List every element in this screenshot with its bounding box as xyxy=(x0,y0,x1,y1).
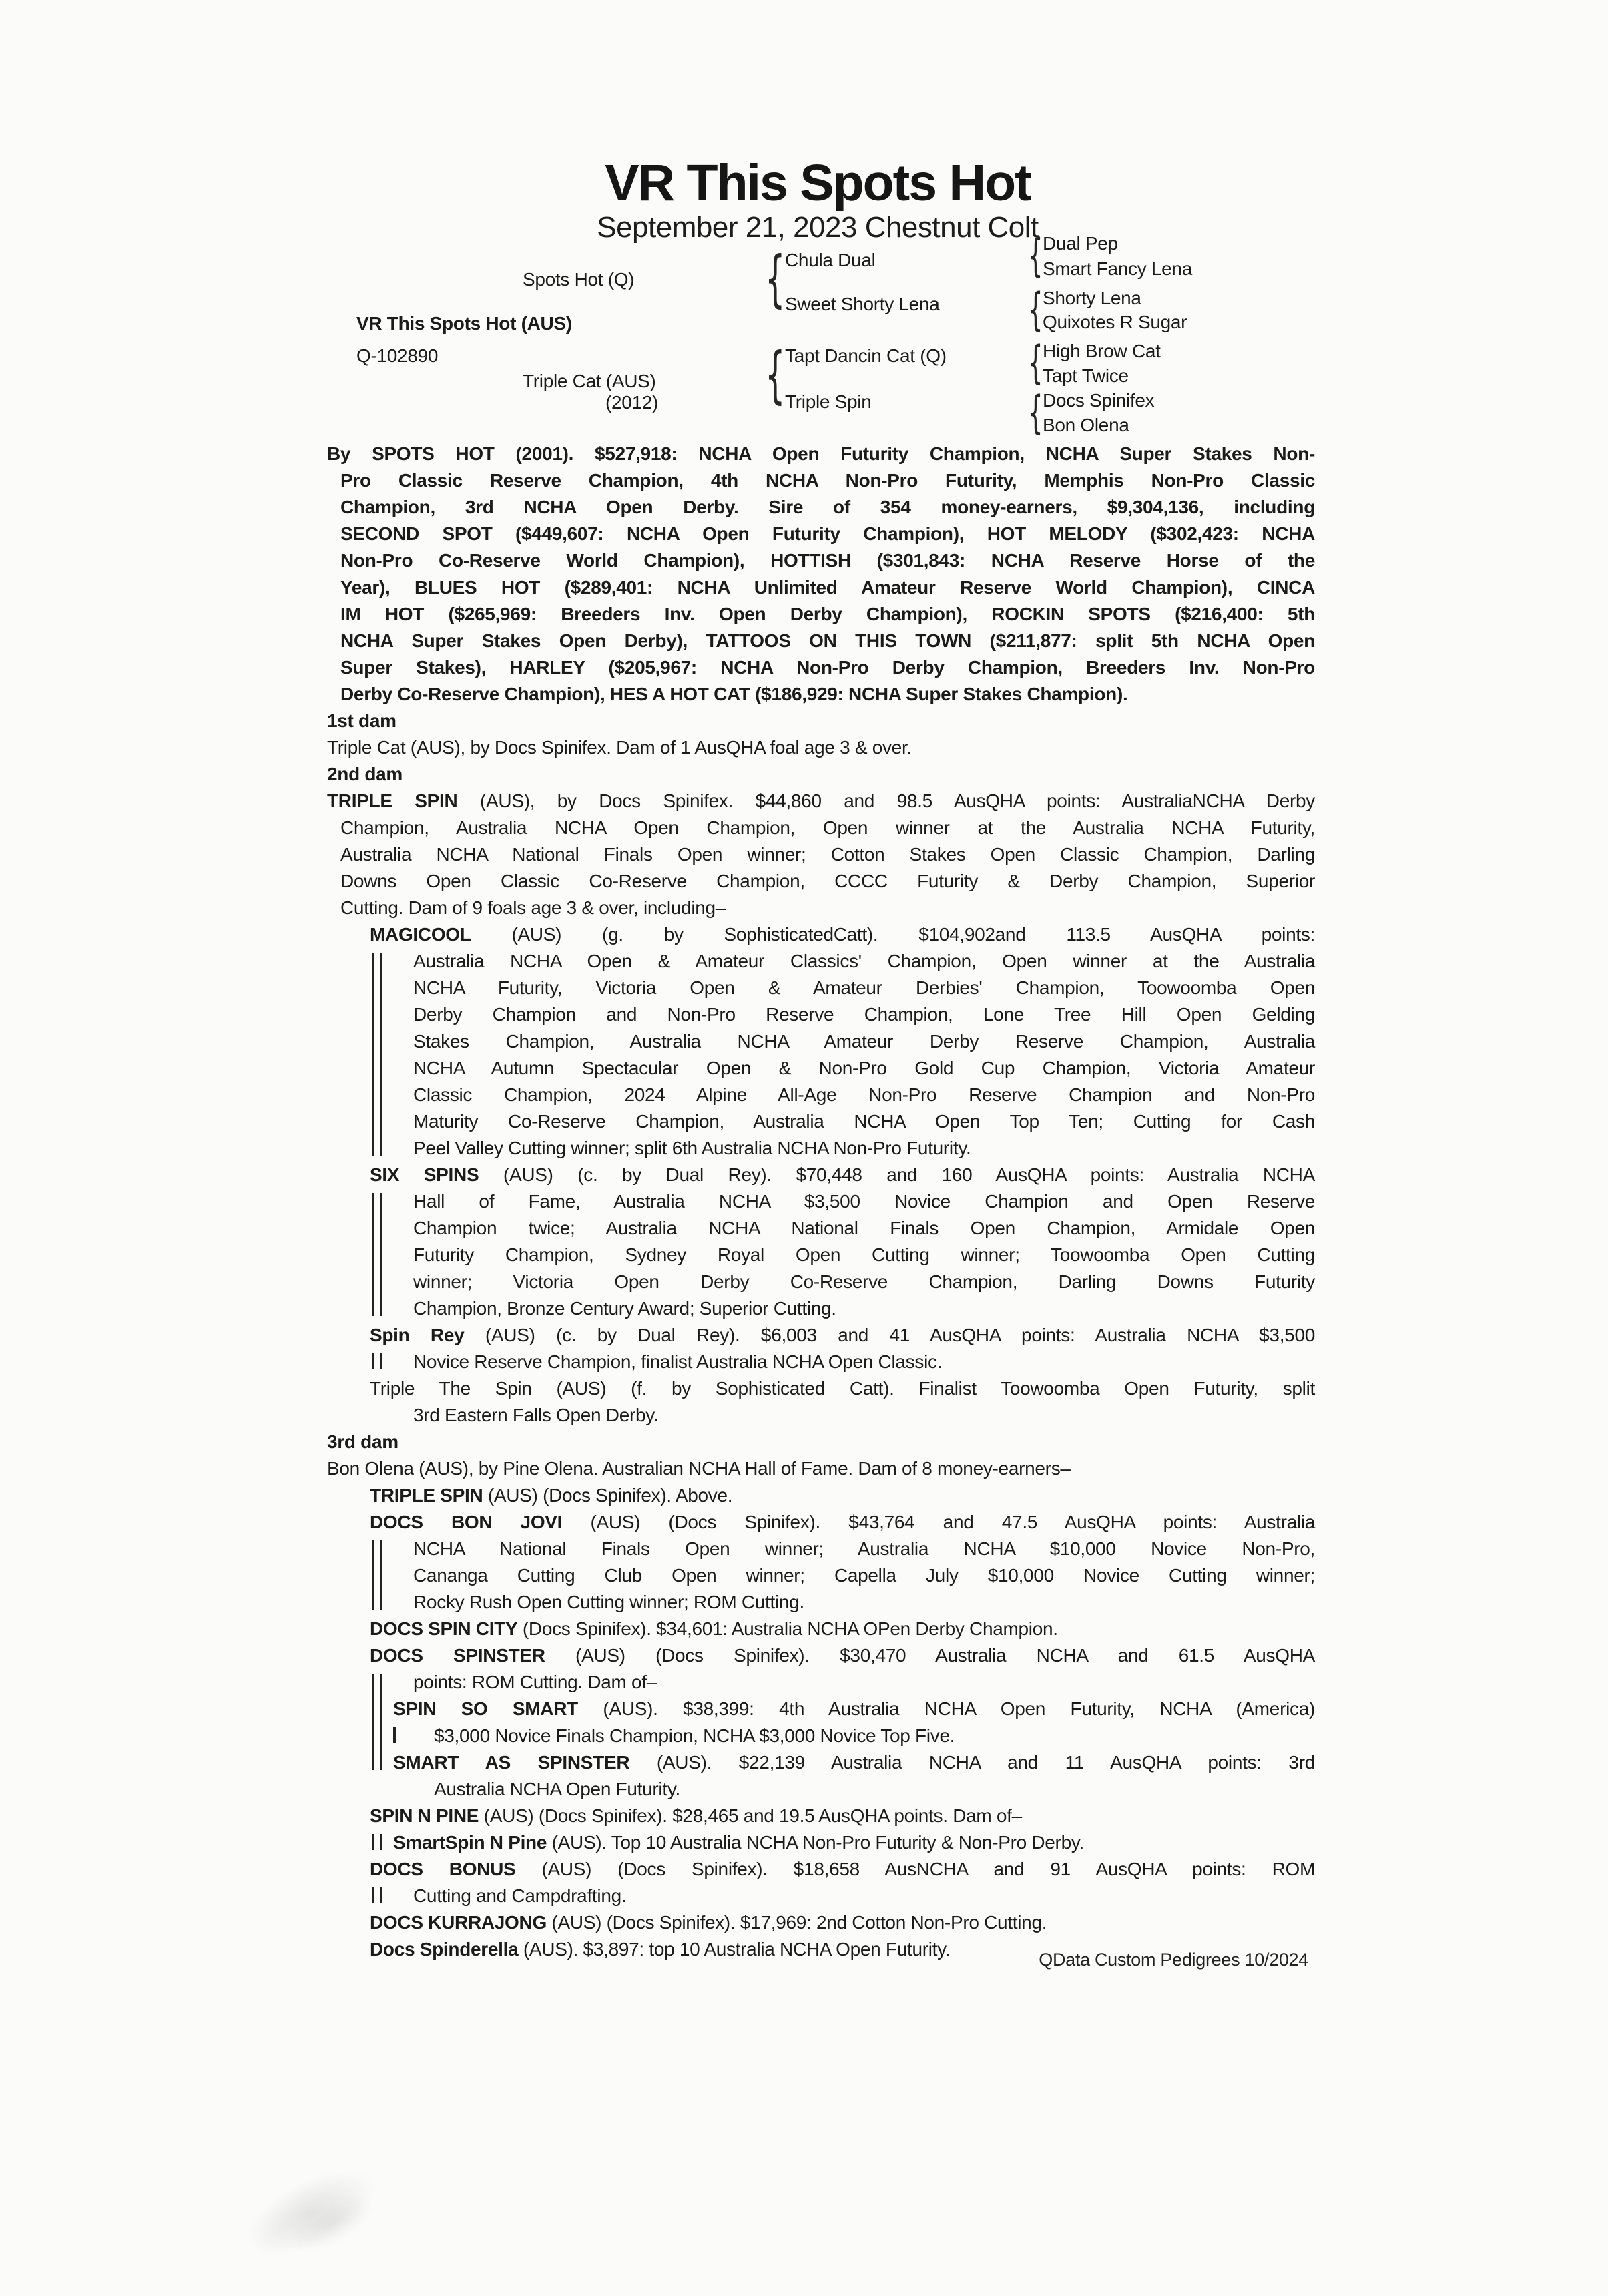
foal-date-and-color: September 21, 2023 Chestnut Colt xyxy=(597,211,1039,244)
text-line: Downs Open Classic Co-Reserve Champion, CCCC Futurity & Derby Champion, Superior xyxy=(340,871,1315,891)
text-line: By SPOTS HOT (2001). $527,918: NCHA Open Futurity Champion, NCHA Super Stakes Non- xyxy=(327,443,1315,464)
sire-line-marker xyxy=(372,1834,382,1850)
text-line: Docs Spinderella (AUS). $3,897: top 10 Australia NCHA Open Futurity. xyxy=(370,1939,951,1960)
text-line: Cananga Cutting Club Open winner; Capella July $10,000 Novice Cutting winner; xyxy=(413,1565,1315,1586)
text-line: DOCS SPINSTER (AUS) (Docs Spinifex). $30,470 Australia NCHA and 61.5 AusQHA xyxy=(370,1645,1315,1666)
paragraph-triple-spin xyxy=(327,788,1315,921)
gen4-ancestor: High Brow Cat xyxy=(1043,340,1161,361)
text-line: Novice Reserve Champion, finalist Australia NCHA Open Classic. xyxy=(413,1351,943,1372)
text-line: SmartSpin N Pine (AUS). Top 10 Australia NCHA Non-Pro Futurity & Non-Pro Derby. xyxy=(393,1832,1084,1853)
text-line: Super Stakes), HARLEY ($205,967: NCHA Non-Pro Derby Champion, Breeders Inv. Non-Pro xyxy=(340,657,1315,678)
paragraph-triple-spin-above xyxy=(327,1482,1315,1509)
text-line: Stakes Champion, Australia NCHA Amateur Derby Reserve Champion, Australia xyxy=(413,1031,1315,1052)
subject-registration-number: Q-102890 xyxy=(356,345,439,366)
gen4-ancestor: Bon Olena xyxy=(1043,415,1129,435)
brace-gen4-icon: { xyxy=(1028,387,1043,439)
text-line: SECOND SPOT ($449,607: NCHA Open Futurity Champion), HOT MELODY ($302,423: NCHA xyxy=(340,523,1315,544)
text-line: NCHA Autumn Spectacular Open & Non-Pro Gold Cup Champion, Victoria Amateur xyxy=(413,1058,1315,1078)
brace-gen4-icon: { xyxy=(1028,336,1043,389)
text-line: Pro Classic Reserve Champion, 4th NCHA Non-Pro Futurity, Memphis Non-Pro Classic xyxy=(340,470,1315,491)
text-line: DOCS BONUS (AUS) (Docs Spinifex). $18,658 AusNCHA and 91 AusQHA points: ROM xyxy=(370,1859,1316,1879)
text-line: Cutting. Dam of 9 foals age 3 & over, including– xyxy=(340,897,726,918)
text-line: MAGICOOL (AUS) (g. by SophisticatedCatt). $104,902and 113.5 AusQHA points: xyxy=(370,924,1315,945)
gen4-ancestor: Dual Pep xyxy=(1043,233,1118,254)
text-line: Australia NCHA National Finals Open winner; Cotton Stakes Open Classic Champion, Darling xyxy=(340,844,1315,865)
gen4-ancestor: Tapt Twice xyxy=(1043,365,1129,386)
paragraph-docs-kurrajong xyxy=(327,1909,1315,1936)
paragraph-six-spins xyxy=(327,1162,1315,1322)
text-line: points: ROM Cutting. Dam of– xyxy=(413,1672,657,1692)
text-line: Non-Pro Co-Reserve World Champion), HOTTISH ($301,843: NCHA Reserve Horse of the xyxy=(340,550,1315,571)
gen4-ancestor: Docs Spinifex xyxy=(1043,390,1155,411)
dam-name: Triple Cat (AUS) xyxy=(523,371,656,391)
sire-line-marker xyxy=(372,1193,382,1316)
text-line: NCHA National Finals Open winner; Australia NCHA $10,000 Novice Non-Pro, xyxy=(413,1538,1315,1559)
footer-credit: QData Custom Pedigrees 10/2024 xyxy=(1039,1949,1308,1970)
paragraph-spin-n-pine xyxy=(327,1803,1315,1829)
paragraph-triple-cat xyxy=(327,734,1315,761)
text-line: NCHA Super Stakes Open Derby), TATTOOS ON THIS TOWN ($211,877: split 5th NCHA Open xyxy=(340,630,1315,651)
text-line: Peel Valley Cutting winner; split 6th Australia NCHA Non-Pro Futurity. xyxy=(413,1138,971,1158)
text-line: Triple The Spin (AUS) (f. by Sophisticated Catt). Finalist Toowoomba Open Futurity, split xyxy=(370,1378,1315,1399)
gen3-dam-of-dam: Triple Spin xyxy=(785,391,872,412)
sire-line-marker xyxy=(372,1887,382,1903)
text-line: 2nd dam xyxy=(327,764,403,784)
text-line: Spin Rey (AUS) (c. by Dual Rey). $6,003 and 41 AusQHA points: Australia NCHA $3,500 xyxy=(370,1325,1315,1345)
paragraph-triple-the-spin xyxy=(327,1375,1315,1429)
text-line: IM HOT ($265,969: Breeders Inv. Open Derby Champion), ROCKIN SPOTS ($216,400: 5th xyxy=(340,604,1315,624)
paragraph-spin-rey xyxy=(327,1322,1315,1375)
text-line: 1st dam xyxy=(327,710,396,731)
text-line: Triple Cat (AUS), by Docs Spinifex. Dam of 1 AusQHA foal age 3 & over. xyxy=(327,737,912,758)
paragraph-heading-3rd-dam xyxy=(327,1429,1315,1455)
paragraph-by-spots-hot xyxy=(327,441,1315,708)
text-line: 3rd dam xyxy=(327,1431,398,1452)
sire-line-marker xyxy=(393,1727,396,1743)
text-line: Year), BLUES HOT ($289,401: NCHA Unlimited Amateur Reserve World Champion), CINCA xyxy=(340,577,1315,598)
dam-foaling-year: (2012) xyxy=(605,392,659,413)
text-line: NCHA Futurity, Victoria Open & Amateur Derbies' Champion, Toowoomba Open xyxy=(413,977,1315,998)
text-line: TRIPLE SPIN (AUS), by Docs Spinifex. $44,860 and 98.5 AusQHA points: AustraliaNCHA Derby xyxy=(327,790,1315,811)
text-line: Champion, Bronze Century Award; Superior Cutting. xyxy=(413,1298,836,1319)
text-line: SPIN N PINE (AUS) (Docs Spinifex). $28,465 and 19.5 AusQHA points. Dam of– xyxy=(370,1805,1022,1826)
sire-line-marker xyxy=(372,953,382,1156)
sire-name: Spots Hot (Q) xyxy=(523,269,635,290)
paragraph-smartspin-n-pine xyxy=(327,1829,1315,1856)
text-line: Maturity Co-Reserve Champion, Australia NCHA Open Top Ten; Cutting for Cash xyxy=(413,1111,1315,1132)
text-line: SPIN SO SMART (AUS). $38,399: 4th Australia NCHA Open Futurity, NCHA (America) xyxy=(393,1698,1316,1719)
text-line: Rocky Rush Open Cutting winner; ROM Cutting. xyxy=(413,1592,804,1612)
brace-dam-parents-icon: { xyxy=(765,339,786,411)
paragraph-spin-so-smart xyxy=(327,1696,1315,1749)
brace-gen4-icon: { xyxy=(1028,284,1043,336)
text-line: SMART AS SPINSTER (AUS). $22,139 Australia NCHA and 11 AusQHA points: 3rd xyxy=(393,1752,1316,1773)
text-line: Australia NCHA Open & Amateur Classics' Champion, Open winner at the Australia xyxy=(413,951,1315,971)
paragraph-magicool xyxy=(327,921,1315,1162)
text-line: $3,000 Novice Finals Champion, NCHA $3,000 Novice Top Five. xyxy=(434,1725,955,1746)
paragraph-bon-olena xyxy=(327,1455,1315,1482)
text-line: Hall of Fame, Australia NCHA $3,500 Novice Champion and Open Reserve xyxy=(413,1191,1315,1212)
text-line: Classic Champion, 2024 Alpine All-Age Non-Pro Reserve Champion and Non-Pro xyxy=(413,1084,1315,1105)
text-line: Derby Co-Reserve Champion), HES A HOT CAT ($186,929: NCHA Super Stakes Champion). xyxy=(340,684,1128,704)
paragraph-heading-1st-dam xyxy=(327,708,1315,734)
text-line: 3rd Eastern Falls Open Derby. xyxy=(413,1405,659,1425)
text-line: Cutting and Campdrafting. xyxy=(413,1885,627,1906)
gen4-ancestor: Smart Fancy Lena xyxy=(1043,258,1192,279)
text-line: Australia NCHA Open Futurity. xyxy=(434,1779,680,1799)
gen3-dam-of-sire: Sweet Shorty Lena xyxy=(785,294,940,314)
brace-sire-parents-icon: { xyxy=(765,243,786,314)
paragraph-docs-spinster xyxy=(327,1642,1315,1696)
paragraph-docs-spin-city xyxy=(327,1616,1315,1642)
text-line: Champion, 3rd NCHA Open Derby. Sire of 354 money-earners, $9,304,136, including xyxy=(340,497,1315,517)
paragraph-docs-bonus xyxy=(327,1856,1315,1909)
text-line: DOCS SPIN CITY (Docs Spinifex). $34,601: Australia NCHA OPen Derby Champion. xyxy=(370,1618,1058,1639)
sire-line-marker xyxy=(372,1353,382,1369)
paragraph-docs-bon-jovi xyxy=(327,1509,1315,1616)
gen3-sire-of-dam: Tapt Dancin Cat (Q) xyxy=(785,345,947,366)
gen4-ancestor: Shorty Lena xyxy=(1043,288,1141,308)
text-line: TRIPLE SPIN (AUS) (Docs Spinifex). Above. xyxy=(370,1485,733,1506)
text-line: Champion twice; Australia NCHA National Finals Open Champion, Armidale Open xyxy=(413,1218,1315,1238)
gen4-ancestor: Quixotes R Sugar xyxy=(1043,312,1187,332)
subject-name: VR This Spots Hot (AUS) xyxy=(356,313,572,334)
paragraph-heading-2nd-dam xyxy=(327,761,1315,788)
paragraph-smart-as-spinster xyxy=(327,1749,1315,1803)
document-title: VR This Spots Hot xyxy=(605,154,1031,212)
text-line: Futurity Champion, Sydney Royal Open Cutting winner; Toowoomba Open Cutting xyxy=(413,1244,1315,1265)
text-line: DOCS KURRAJONG (AUS) (Docs Spinifex). $17,969: 2nd Cotton Non-Pro Cutting. xyxy=(370,1912,1047,1933)
brace-gen4-icon: { xyxy=(1028,230,1043,282)
text-line: DOCS BON JOVI (AUS) (Docs Spinifex). $43,764 and 47.5 AusQHA points: Australia xyxy=(370,1512,1315,1532)
text-line: winner; Victoria Open Derby Co-Reserve Champion, Darling Downs Futurity xyxy=(413,1271,1315,1292)
pedigree-body xyxy=(327,441,1315,1963)
text-line: Champion, Australia NCHA Open Champion, Open winner at the Australia NCHA Futurity, xyxy=(340,817,1315,838)
gen3-sire-of-sire: Chula Dual xyxy=(785,250,876,270)
text-line: Derby Champion and Non-Pro Reserve Champion, Lone Tree Hill Open Gelding xyxy=(413,1004,1315,1025)
text-line: SIX SPINS (AUS) (c. by Dual Rey). $70,448 and 160 AusQHA points: Australia NCHA xyxy=(370,1164,1315,1185)
sire-line-marker xyxy=(372,1674,382,1770)
text-line: Bon Olena (AUS), by Pine Olena. Australian NCHA Hall of Fame. Dam of 8 money-earners– xyxy=(327,1458,1071,1479)
sire-line-marker xyxy=(372,1540,382,1610)
